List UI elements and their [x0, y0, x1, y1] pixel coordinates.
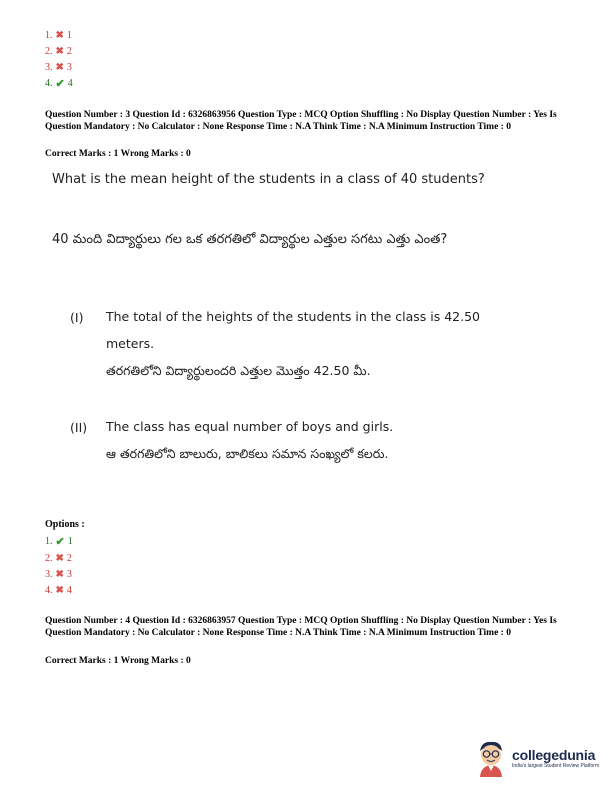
statement-1-label: (I): [70, 310, 84, 325]
question-4-meta: Question Number : 4 Question Id : 6326863957 Question Type : MCQ Option Shuffling : No Display Question Number : Yes Is Question Mandatory : No Calculator : None Response Time : N.A Think Time : N.A Minimum Instruction Time : 0: [45, 616, 557, 638]
options-label: Options :: [45, 519, 85, 530]
statement-2-te: ఆ తరగతిలోని బాలురు, బాలికలు సమాన సంఖ్యలో కలరు.: [106, 446, 389, 461]
cross-icon: ✖: [55, 585, 64, 596]
option-number: 4.: [45, 78, 53, 89]
question-3-marks: Correct Marks : 1 Wrong Marks : 0: [45, 149, 191, 159]
option-number: 2.: [45, 46, 53, 57]
statement-1-text: [106, 303, 506, 384]
option-value: 2: [66, 46, 72, 57]
prev-option-2: [45, 46, 72, 58]
student-mascot-icon: [474, 739, 508, 777]
option-number: 2.: [45, 553, 53, 564]
statement-2-text: [106, 413, 506, 467]
option-number: 3.: [45, 62, 53, 73]
cross-icon: ✖: [55, 553, 64, 564]
cross-icon: ✖: [55, 569, 64, 580]
cross-icon: ✖: [55, 46, 64, 57]
prev-option-3: [45, 62, 72, 74]
question-3-meta: Question Number : 3 Question Id : 6326863956 Question Type : MCQ Option Shuffling : No Display Question Number : Yes Is Question Mandatory : No Calculator : None Response Time : N.A Think Time : N.A Minimum Instruction Time : 0: [45, 110, 557, 132]
option-value: 1: [66, 30, 72, 41]
q3-option-1: [45, 536, 73, 548]
prev-option-1: [45, 30, 72, 42]
option-value: 2: [66, 553, 72, 564]
logo-text: [512, 747, 599, 769]
brand-tagline: India's largest Student Review Platform: [512, 763, 600, 769]
collegedunia-logo: [474, 738, 604, 778]
statement-1-en: The total of the heights of the students in the class is 42.50 meters.: [106, 309, 480, 351]
option-value: 4: [67, 78, 73, 89]
option-value: 3: [66, 569, 72, 580]
option-value: 1: [67, 536, 73, 547]
option-number: 1.: [45, 30, 53, 41]
statement-1-te: తరగతిలోని విద్యార్థులందరి ఎత్తుల మొత్తం 42.50 మీ.: [106, 363, 371, 378]
q3-option-2: [45, 553, 72, 565]
option-number: 3.: [45, 569, 53, 580]
cross-icon: ✖: [55, 30, 64, 41]
option-number: 1.: [45, 536, 53, 547]
brand-name: collegedunia: [512, 747, 596, 763]
option-number: 4.: [45, 585, 53, 596]
option-value: 4: [66, 585, 72, 596]
statement-2-label: (II): [70, 420, 88, 435]
q3-option-3: [45, 569, 72, 581]
option-value: 3: [66, 62, 72, 73]
question-4-marks: Correct Marks : 1 Wrong Marks : 0: [45, 656, 191, 666]
cross-icon: ✖: [55, 62, 64, 73]
question-3-text-te: 40 మంది విద్యార్థులు గల ఒక తరగతిలో విద్యార్థుల ఎత్తుల సగటు ఎత్తు ఎంత?: [52, 232, 448, 247]
q3-option-4: [45, 585, 72, 597]
question-3-text-en: What is the mean height of the students in a class of 40 students?: [52, 172, 485, 187]
statement-2-en: The class has equal number of boys and girls.: [106, 419, 394, 434]
check-icon: ✔: [55, 78, 65, 90]
prev-option-4: [45, 78, 73, 90]
check-icon: ✔: [55, 536, 65, 548]
